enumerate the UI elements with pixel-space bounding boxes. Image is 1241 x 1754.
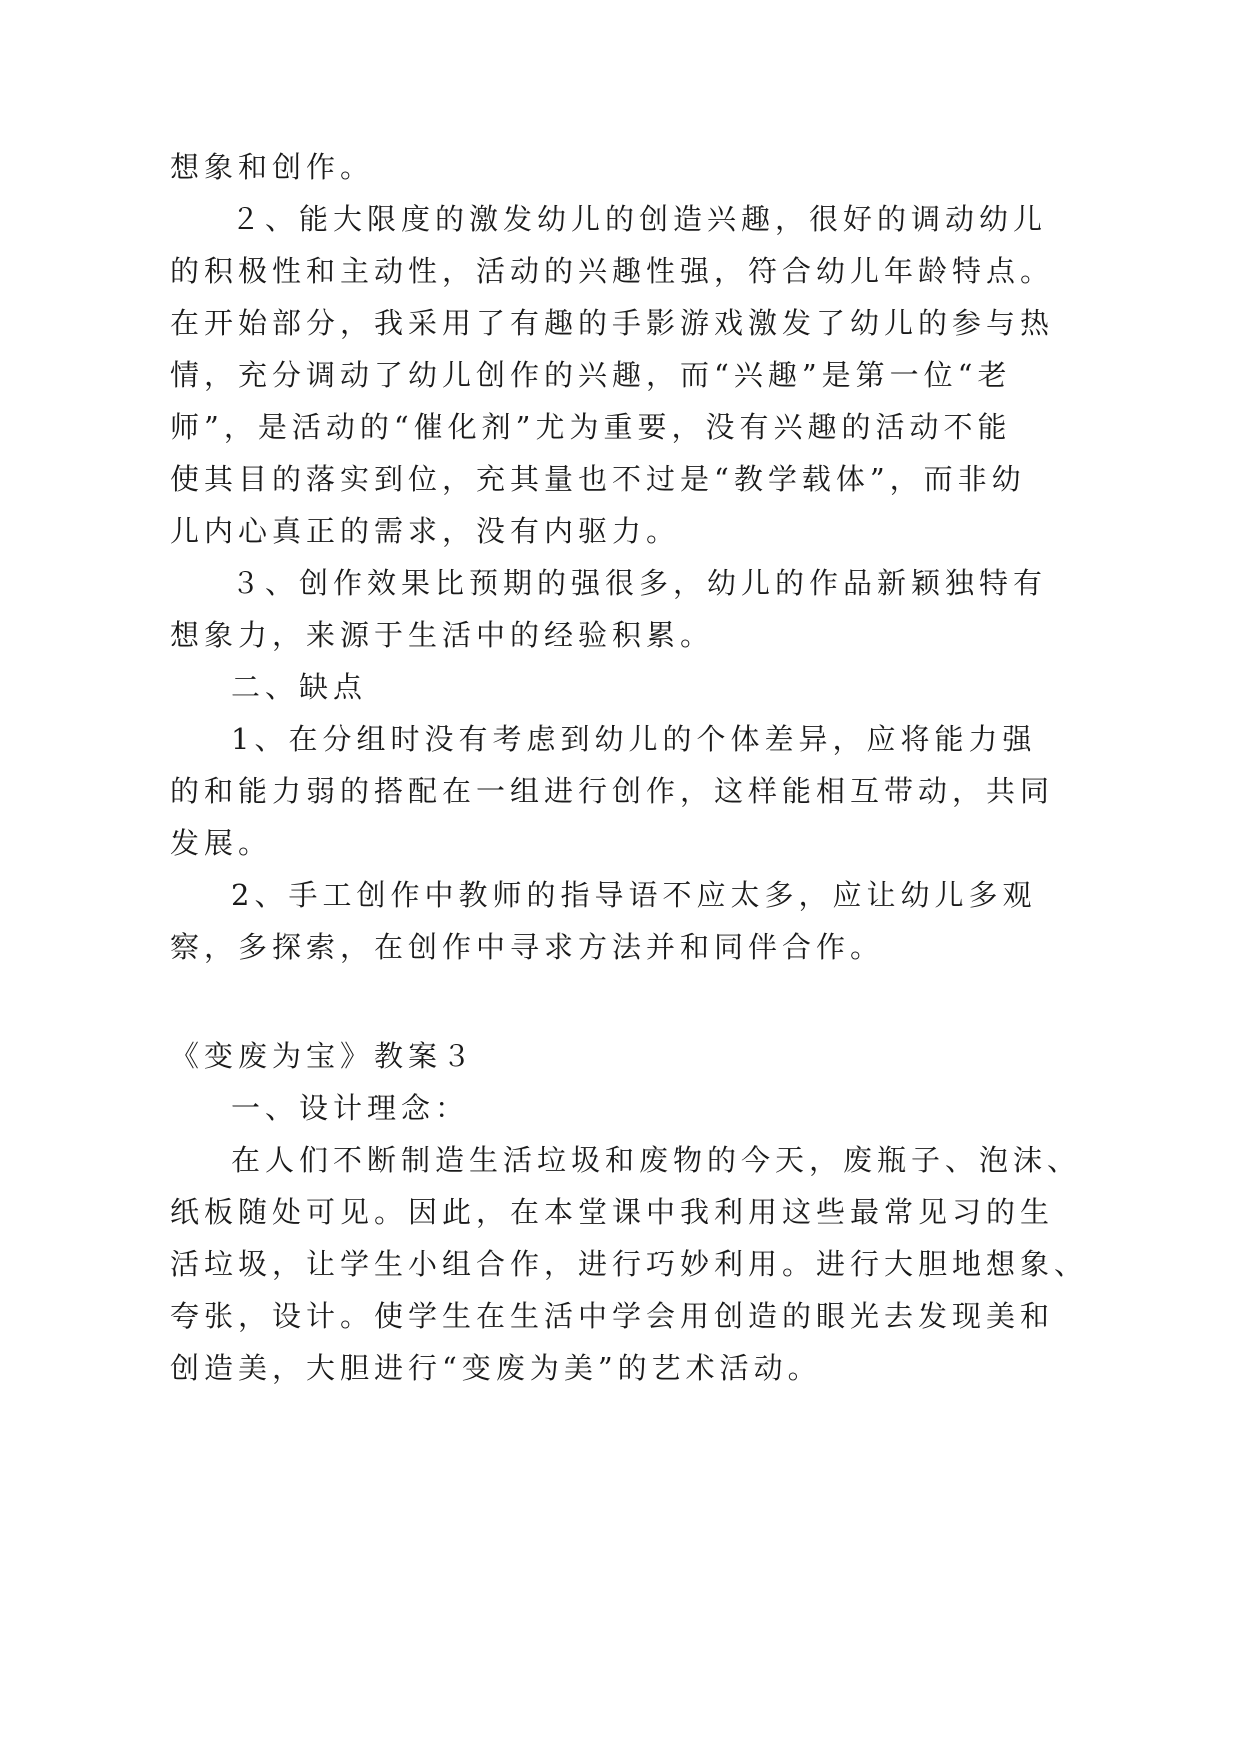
text-line: 的和能力弱的搭配在一组进行创作，这样能相互带动，共同 <box>170 774 1055 808</box>
text-line: ３、创作效果比预期的强很多，幼儿的作品新颖独特有 <box>231 566 1048 600</box>
text-line: 1、在分组时没有考虑到幼儿的个体差异，应将能力强 <box>231 722 1037 756</box>
text-line: 想象和创作。 <box>170 150 375 184</box>
text-line: 的积极性和主动性，活动的兴趣性强，符合幼儿年龄特点。 <box>170 254 1055 288</box>
text-line: 活垃圾，让学生小组合作，进行巧妙利用。进行大胆地想象、 <box>170 1247 1089 1281</box>
text-line: 使其目的落实到位，充其量也不过是“教学载体”，而非幼 <box>170 462 1026 496</box>
text-line: 2、手工创作中教师的指导语不应太多，应让幼儿多观 <box>231 878 1037 912</box>
section-heading: 二、缺点 <box>231 670 368 704</box>
text-line: 夸张，设计。使学生在生活中学会用创造的眼光去发现美和 <box>170 1299 1055 1333</box>
text-line: 想象力，来源于生活中的经验积累。 <box>170 618 715 652</box>
text-line: 创造美，大胆进行“变废为美”的艺术活动。 <box>170 1351 822 1385</box>
text-line: ２、能大限度的激发幼儿的创造兴趣，很好的调动幼儿 <box>231 202 1048 236</box>
text-line: 在人们不断制造生活垃圾和废物的今天，废瓶子、泡沫、 <box>231 1143 1082 1177</box>
text-line: 发展。 <box>170 826 273 860</box>
text-line: 儿内心真正的需求，没有内驱力。 <box>170 514 681 548</box>
lesson-title: 《变废为宝》教案３ <box>170 1039 477 1073</box>
text-line: 在开始部分，我采用了有趣的手影游戏激发了幼儿的参与热 <box>170 306 1055 340</box>
text-line: 察，多探索，在创作中寻求方法并和同伴合作。 <box>170 930 885 964</box>
section-heading: 一、设计理念： <box>231 1091 470 1125</box>
text-line: 师”，是活动的“催化剂”尤为重要，没有兴趣的活动不能 <box>170 410 1012 444</box>
text-line: 情，充分调动了幼儿创作的兴趣，而“兴趣”是第一位“老 <box>170 358 1012 392</box>
text-line: 纸板随处可见。因此，在本堂课中我利用这些最常见习的生 <box>170 1195 1055 1229</box>
